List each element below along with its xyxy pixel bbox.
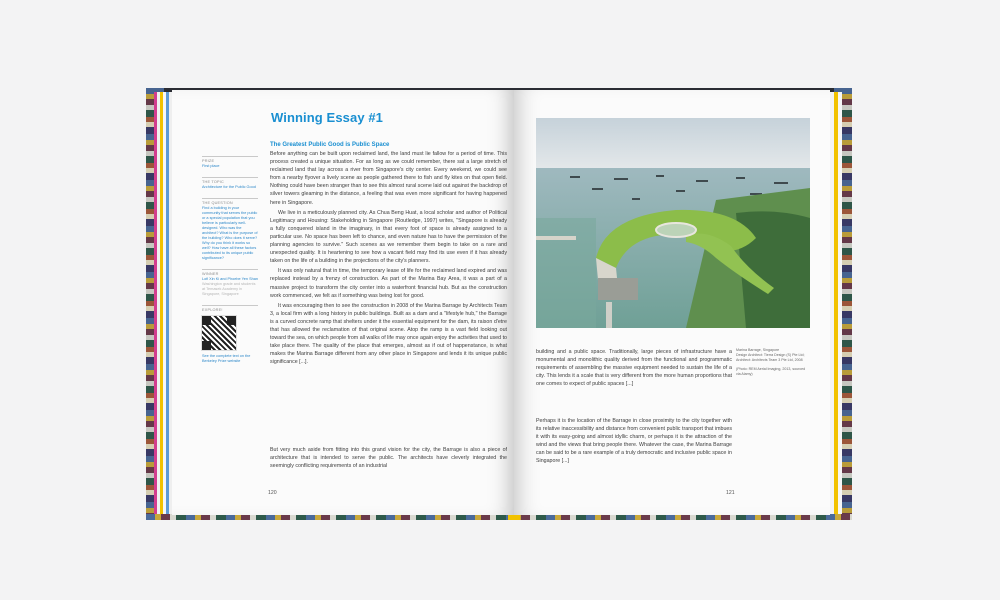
essay-paragraph: We live in a meticulously planned city. As Chua Beng Huat, a local scholar and author of Political Legitimacy and Housing: Stakeholding in Singapore (Routledge, 1997) writes, "Singapore is already a fully conquered island in the imaginary, in that every foot of space is already assigned to a particular use. No space has been left to chance, and even nature has to have the permission of the planning agencies to survive." Such scenes as we remember them begin to take on a rare and unexpected quality. It is heartening to see how a vacant field may find its use even if it has already taken on the life of a building in the projections of the city's planners.: [270, 209, 507, 265]
page-edge-stripes-left: [154, 92, 172, 514]
marina-barrage-photo: [536, 118, 810, 328]
open-book: [146, 88, 852, 520]
sidebar-topic: [202, 177, 258, 190]
caption-design-credit: Design Architect: Tierra Design (S) Pte Ltd; Architect: Architects Team 3 Pte Ltd, 2008: [736, 353, 805, 362]
right-page: [514, 90, 830, 515]
sidebar-prize: [202, 156, 258, 169]
question-value: Find a building in your community that serves the public or a special population that you believe is particularly well-designed. Who was the architect? What is the purpose of the building? Who does it serve? Why do you think it works so well? How have all these factors contributed to its unique public significance?: [202, 206, 258, 260]
aerial-photo-illustration: [536, 118, 810, 328]
qr-code-icon[interactable]: [202, 316, 236, 350]
explore-label: EXPLORE!: [202, 308, 223, 312]
essay-body: [270, 142, 507, 368]
essay-paragraph-continued: But very much aside from fitting into this grand vision for the city, the Barrage is also a piece of architecture that is intended to serve the public. The architects have cleverly integrated the seemingly conflicting requirements of an industrial: [270, 447, 507, 470]
topic-value: Architecture for the Public Good: [202, 185, 256, 189]
essay-paragraph: It was only natural that in time, the temporary lease of life for the reclaimed land expired and was replaced instead by a frenzy of construction. As part of the Marina Bay Area, it was a part of a massive project to transform the city center into a waterfront financial hub. But as the construction work commenced, we felt as if something was being lost for good.: [270, 268, 507, 299]
caption-photo-credit: (Photo: REM Aerial Imaging, 2013, sourced via Alamy): [736, 367, 806, 376]
essay-title: Winning Essay #1: [271, 110, 384, 125]
photo-caption: [736, 348, 806, 377]
page-edge-stripes-right: [830, 92, 842, 514]
sidebar-explore: [202, 305, 258, 364]
page-number-left: 120: [268, 490, 277, 496]
caption-title: Marina Barrage, Singapore: [736, 348, 780, 352]
topic-label: THE TOPIC: [202, 180, 224, 184]
essay-subhead: The Greatest Public Good is Public Space: [270, 142, 390, 148]
prize-value: First place: [202, 164, 220, 168]
essay-sidebar: [202, 156, 258, 372]
sidebar-question: [202, 198, 258, 261]
essay-paragraph: building and a public space. Traditionally, large pieces of infrastructure have a monumental and monolithic quality derived from the functional and programmatic requirements of assembling the massive equipment needed to sustain the life of a city. This lends it a scale that is very different from the more human proportions that one comes to expect of public spaces [...]: [536, 349, 732, 388]
winner-name: Lofi Xin Ki and Phoebe Yen Shan: [202, 277, 258, 281]
page-number-right: 121: [726, 490, 735, 496]
explore-link[interactable]: See the complete text on the Berkeley Prize website: [202, 354, 251, 363]
winner-label: WINNER: [202, 272, 219, 276]
winner-school: Washington grade and students at Temasek Academy in Singapore, Singapore: [202, 282, 256, 296]
essay-paragraph: Perhaps it is the location of the Barrage in close proximity to the city together with its relative inaccessibility and distance from convenient public transport that imbues it with its easy-going and almost idyllic charm, or perhaps it is the attraction of the wind and the views that bring people there. Whatever the case, the Marina Barrage can be said to be a rare example of a truly democratic and inclusive public space in Singapore [...]: [536, 418, 732, 465]
left-page: [172, 90, 514, 515]
gutter-yellow-mark: [508, 515, 520, 520]
question-label: THE QUESTION: [202, 201, 233, 205]
essay-paragraph: It was encouraging then to see the construction in 2008 of the Marina Barrage by Architects Team 3, a local firm with a long history in public buildings. Built as a dam and a "lifestyle hub," the Barrage is a curved concrete ramp that shelters under it the essential equipment for the dam, its raison d'etre that has allowed the reclamation of that original scene. Atop the ramp is a vast field looking out toward the sea, on which people from all walks of life may once again enjoy the activities that used to take place there. The quality of the place that emerges, almost as if out of happenstance, is what makes the Marina Barrage different from any other place in Singapore and lends it its unique public significance [...].: [270, 302, 507, 366]
essay-paragraph: Before anything can be built upon reclaimed land, the land must lie fallow for a period of time. This process created a unique situation. For as long as we could remember, there sat a large stretch of reclaimed land that lay across a river from Singapore's city center. Every weekend, we could see from a nearby flyover a lively scene as people gathered there to fish and fly kites on that open field. Nothing could have been stranger than to see this almost rural scene laid out against the backdrop of silver towers gleaming in the distance, a feeling that was even more significant for having happened here in Singapore.: [270, 151, 507, 206]
sidebar-winner: [202, 269, 258, 297]
prize-label: PRIZE: [202, 159, 215, 163]
